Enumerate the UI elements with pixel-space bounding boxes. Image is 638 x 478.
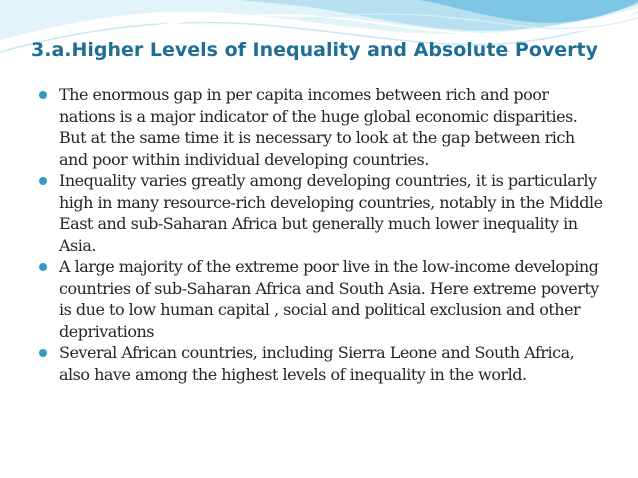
bullet-text: A large majority of the extreme poor live in the low-income developing countries of sub-Saharan Africa and South Asia. Here extreme poverty is due to low human capital , social and political exclusion and other deprivations xyxy=(59,257,599,341)
bullet-dot-icon xyxy=(39,349,47,357)
bullet-text: Inequality varies greatly among developing countries, it is particularly high in many resource-rich developing countries, notably in the Middle East and sub-Saharan Africa but generally much lower inequality in Asia. xyxy=(59,171,603,255)
bullet-item xyxy=(39,170,605,256)
bullet-text: Several African countries, including Sierra Leone and South Africa, also have among the highest levels of inequality in the world. xyxy=(59,343,575,384)
bullet-list xyxy=(39,84,605,385)
bullet-dot-icon xyxy=(39,91,47,99)
bullet-dot-icon xyxy=(39,263,47,271)
bullet-item xyxy=(39,256,605,342)
bullet-item xyxy=(39,342,605,385)
slide-title: 3.a.Higher Levels of Inequality and Absolute Poverty xyxy=(31,39,599,61)
bullet-item xyxy=(39,84,605,170)
bullet-dot-icon xyxy=(39,177,47,185)
bullet-text: The enormous gap in per capita incomes between rich and poor nations is a major indicator of the huge global economic disparities. But at the same time it is necessary to look at the gap between rich and poor within individual developing countries. xyxy=(59,85,578,169)
